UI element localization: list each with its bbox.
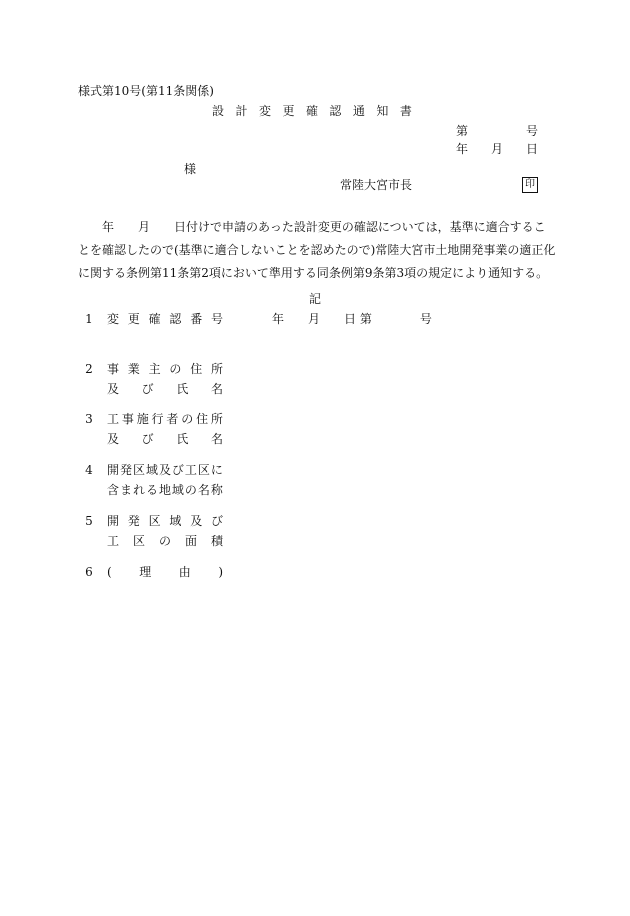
- label-char: の: [169, 362, 182, 376]
- label-char: 住: [190, 362, 203, 376]
- label-char: 及: [190, 514, 203, 528]
- label-char: ま: [119, 483, 132, 497]
- label-char: に: [210, 463, 223, 477]
- label-char: の: [181, 412, 194, 426]
- label-char: 工: [184, 463, 197, 477]
- item-number: 1: [85, 312, 93, 326]
- label-char: 面: [184, 534, 197, 548]
- label-char: 積: [210, 534, 223, 548]
- title-char: 通: [352, 104, 365, 118]
- title-char: 設: [212, 104, 225, 118]
- body-line: 年 月 日付けで申請のあった設計変更の確認については，基準に適合するこ: [78, 220, 546, 234]
- addressee-honorific: 様: [184, 162, 197, 176]
- item-number: 5: [85, 514, 93, 528]
- label-char: 開: [107, 463, 120, 477]
- form-label: 様式第10号(第11条関係): [78, 84, 214, 98]
- label-char: 所: [210, 412, 223, 426]
- item-label: [107, 463, 223, 477]
- label-char: 区: [148, 514, 161, 528]
- date-day: 日: [525, 142, 538, 156]
- item-label: [107, 565, 223, 579]
- seal-mark: 印: [522, 177, 538, 193]
- label-char: 区: [197, 463, 210, 477]
- label-char: 認: [169, 312, 182, 326]
- label-char: 名: [197, 483, 210, 497]
- label-char: 者: [166, 412, 179, 426]
- label-char: 理: [139, 565, 152, 579]
- item-label: [107, 514, 223, 528]
- label-char: 主: [148, 362, 161, 376]
- label-char: 含: [107, 483, 120, 497]
- label-char: 区: [132, 463, 145, 477]
- item-label: [107, 382, 223, 396]
- title-char: 更: [282, 104, 295, 118]
- item-label: [107, 312, 223, 326]
- item-number: 3: [85, 412, 93, 426]
- label-char: 更: [127, 312, 140, 326]
- label-char: れ: [132, 483, 145, 497]
- item-label: [107, 412, 223, 426]
- label-char: び: [141, 382, 154, 396]
- item-label: [107, 483, 223, 497]
- label-char: 及: [158, 463, 171, 477]
- label-char: 工: [107, 412, 120, 426]
- label-char: 氏: [176, 432, 189, 446]
- item-label: [107, 362, 223, 376]
- label-char: ): [218, 565, 223, 579]
- label-char: び: [171, 463, 184, 477]
- label-char: 行: [151, 412, 164, 426]
- doc-number-prefix: 第: [456, 124, 469, 138]
- body-line: に関する条例第11条第2項において準用する同条例第9条第3項の規定により通知する。: [78, 266, 549, 280]
- title-char: 確: [305, 104, 318, 118]
- label-char: の: [158, 534, 171, 548]
- label-char: 所: [210, 362, 223, 376]
- item-label: [107, 432, 223, 446]
- label-char: 域: [171, 483, 184, 497]
- label-char: 発: [119, 463, 132, 477]
- label-char: 氏: [176, 382, 189, 396]
- label-char: 名: [210, 432, 223, 446]
- label-char: る: [145, 483, 158, 497]
- label-char: 称: [210, 483, 223, 497]
- document-title: [212, 104, 412, 118]
- label-char: 施: [136, 412, 149, 426]
- item-number: 4: [85, 463, 93, 477]
- title-char: 知: [376, 104, 389, 118]
- issue-date: [456, 142, 538, 156]
- label-char: (: [107, 565, 112, 579]
- doc-number: [456, 124, 538, 138]
- label-char: 号: [210, 312, 223, 326]
- item-label: [107, 534, 223, 548]
- label-char: の: [184, 483, 197, 497]
- title-char: 計: [235, 104, 248, 118]
- label-char: 番: [190, 312, 203, 326]
- body-paragraph: [78, 216, 556, 285]
- item-number: 2: [85, 362, 93, 376]
- label-char: 工: [107, 534, 120, 548]
- item-number: 6: [85, 565, 93, 579]
- label-char: 名: [210, 382, 223, 396]
- label-char: 域: [169, 514, 182, 528]
- title-char: 書: [399, 104, 412, 118]
- issuer-name: 常陸大宮市長: [340, 178, 413, 192]
- item-value: 年 月 日 第 号: [272, 312, 432, 326]
- label-char: 事: [121, 412, 134, 426]
- label-char: び: [141, 432, 154, 446]
- label-char: 地: [158, 483, 171, 497]
- date-month: 月: [490, 142, 503, 156]
- title-char: 認: [329, 104, 342, 118]
- ki-heading: 記: [309, 292, 322, 306]
- label-char: 住: [196, 412, 209, 426]
- label-char: 区: [132, 534, 145, 548]
- body-line: とを確認したので(基準に適合しないことを認めたので)常陸大宮市土地開発事業の適正化: [78, 243, 556, 257]
- doc-number-suffix: 号: [525, 124, 538, 138]
- label-char: び: [210, 514, 223, 528]
- date-year: 年: [456, 142, 469, 156]
- label-char: 域: [145, 463, 158, 477]
- label-char: 変: [107, 312, 120, 326]
- label-char: 由: [178, 565, 191, 579]
- label-char: 発: [127, 514, 140, 528]
- label-char: 及: [107, 382, 120, 396]
- title-char: 変: [258, 104, 271, 118]
- label-char: 業: [127, 362, 140, 376]
- label-char: 確: [148, 312, 161, 326]
- label-char: 及: [107, 432, 120, 446]
- label-char: 事: [107, 362, 120, 376]
- label-char: 開: [107, 514, 120, 528]
